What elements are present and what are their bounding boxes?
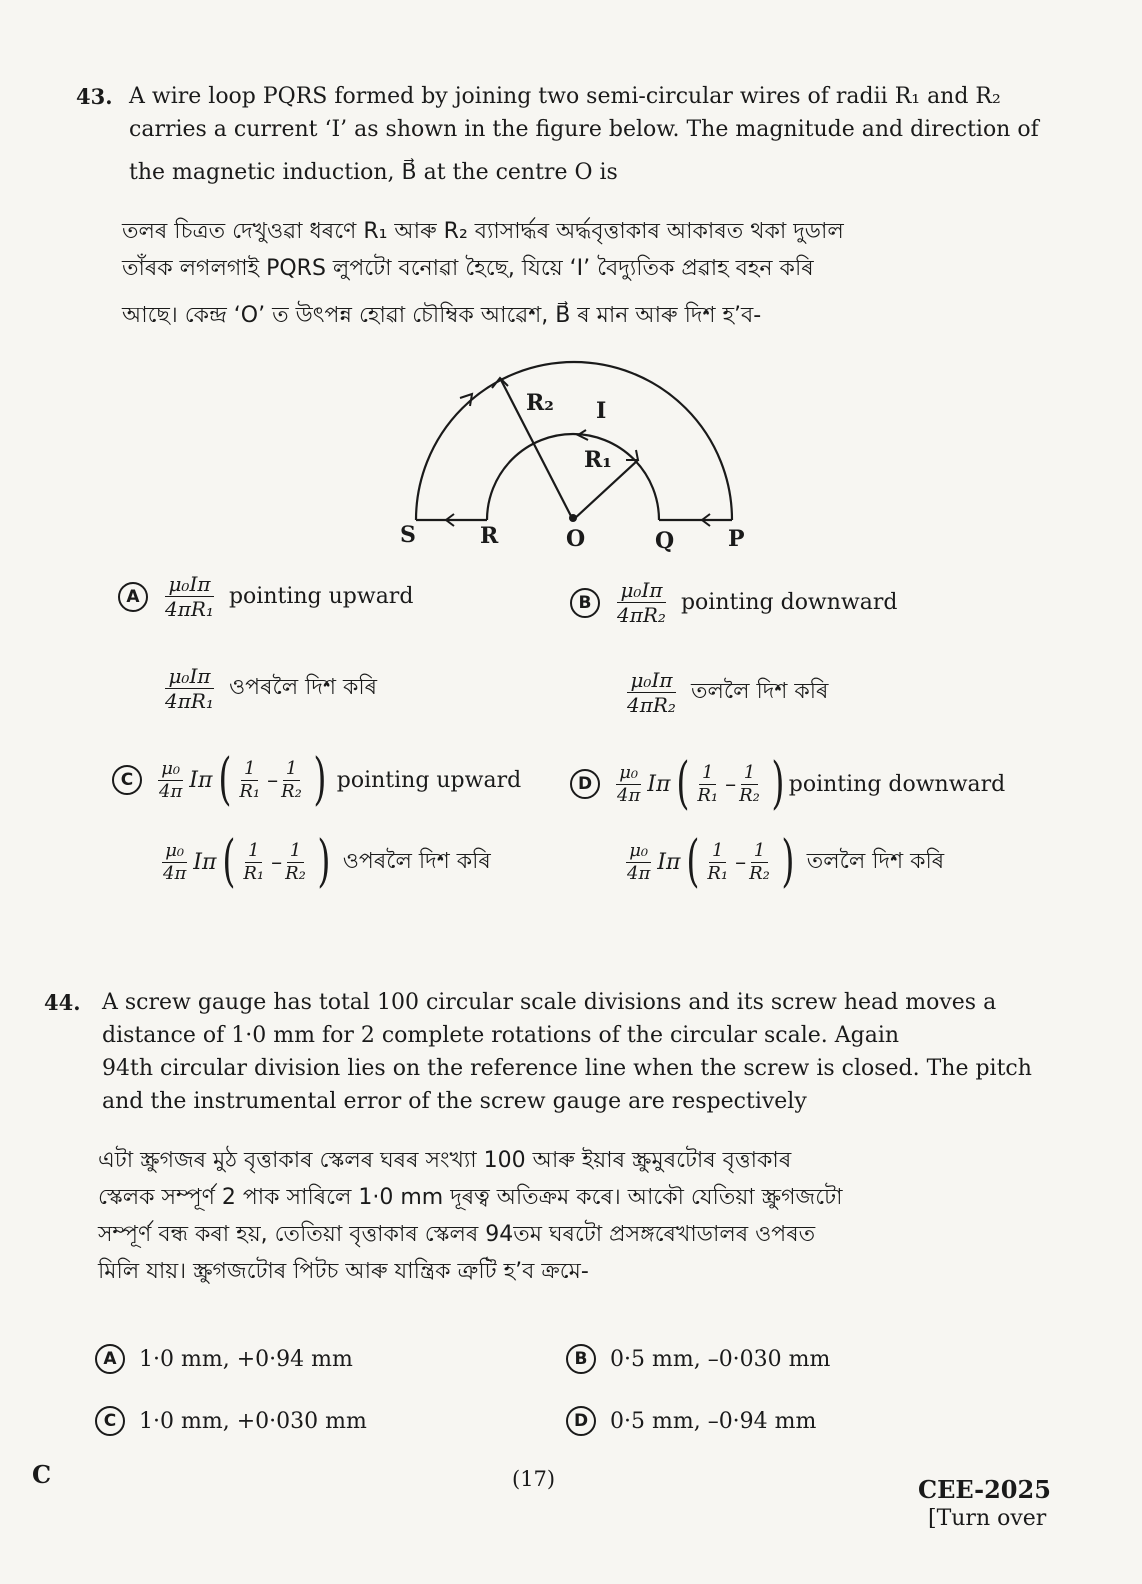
formula-d-as-r1: R₁ [707, 862, 729, 884]
q43-option-c[interactable] [112, 747, 522, 812]
question-43-english [129, 80, 1039, 189]
formula-c-as-1-over-r2 [282, 840, 309, 885]
option-c-text: pointing upward [336, 767, 522, 793]
label-o: O [566, 526, 586, 552]
paren-close: ) [781, 829, 795, 894]
formula-c-as-r2: R₂ [285, 862, 306, 884]
q44-as-line-4: মিলি যায়। স্ক্ৰুগজটোৰ পিটচ আৰু যান্ত্ৰিক ত্ৰুটি হ’ব ক্ৰমে- [98, 1259, 589, 1284]
formula-a-numerator: μ₀Iπ [165, 572, 213, 597]
q44-as-line-2: স্কেলক সম্পূৰ্ণ 2 পাক সাৰিলে 1·0 mm দূৰত্ব অতিক্ৰম কৰে। আকৌ যেতিয়া স্ক্ৰুগজটো [98, 1185, 843, 1210]
q44-as-line-3: সম্পূৰ্ণ বন্ধ কৰা হয়, তেতিয়া বৃত্তাকাৰ স্কেলৰ 94তম ঘৰটো প্ৰসঙ্গৰেখাডালৰ ওপৰত [98, 1222, 816, 1247]
formula-c-r2: R₂ [281, 780, 302, 802]
formula-d-one-a: 1 [699, 762, 716, 785]
formula-d-as-ipi: Iπ [657, 849, 681, 875]
formula-c-as-4pi: 4π [163, 862, 187, 884]
label-q: Q [655, 528, 675, 554]
formula-c-1-over-r2 [278, 758, 305, 803]
formula-a [162, 572, 217, 621]
option-a-assamese-text: ওপৰলৈ দিশ কৰি [228, 675, 378, 700]
formula-b-as-denominator: 4πR₂ [627, 693, 676, 717]
paren-open: ( [218, 747, 232, 812]
formula-a-as-numerator: μ₀Iπ [165, 664, 213, 689]
formula-c-as-minus: – [271, 849, 283, 875]
q44-option-b-marker: B [566, 1344, 596, 1374]
wire-loop-figure [380, 360, 780, 560]
formula-d-prefix [614, 762, 643, 807]
label-p: P [728, 526, 745, 552]
formula-d-1-over-r1 [694, 762, 721, 807]
inner-semicircle [487, 434, 659, 520]
formula-d-as-1-over-r1 [704, 840, 731, 885]
outer-semicircle [416, 362, 732, 520]
formula-d-as-minus: – [735, 849, 747, 875]
q43-option-d-assamese [624, 829, 945, 894]
formula-d-r2: R₂ [739, 784, 760, 806]
option-d-text: pointing downward [788, 771, 1006, 797]
formula-c-as-ipi: Iπ [193, 849, 217, 875]
q44-en-line-2: distance of 1·0 mm for 2 complete rotations of the circular scale. Again [102, 1023, 900, 1048]
formula-d-as-prefix [624, 840, 653, 885]
q44-option-c[interactable] [95, 1406, 367, 1436]
q43-option-d[interactable] [570, 751, 1006, 816]
footer-exam-code: CEE-2025 [918, 1475, 1051, 1504]
question-43-assamese [122, 213, 844, 334]
formula-c-one-b: 1 [283, 758, 300, 781]
formula-d-as-one-a: 1 [709, 840, 726, 863]
formula-d-as-4pi: 4π [627, 862, 651, 884]
q44-option-a-marker: A [95, 1344, 125, 1374]
q43-en-line-1: A wire loop PQRS formed by joining two semi-circular wires of radii R₁ and R₂ [129, 84, 1001, 109]
formula-d-4pi: 4π [617, 784, 641, 806]
formula-c-as-r1: R₁ [243, 862, 265, 884]
footer-set-code: C [32, 1460, 52, 1489]
q44-option-c-text: 1·0 mm, +0·030 mm [139, 1408, 367, 1434]
q43-option-b[interactable] [570, 578, 897, 627]
question-number-43: 43. [76, 84, 113, 109]
formula-c-as-1-over-r1 [240, 840, 267, 885]
q43-as-line-1: তলৰ চিত্ৰত দেখুওৱা ধৰণে R₁ আৰু R₂ ব্যাসাৰ্দ্ধৰ অৰ্দ্ধবৃত্তাকাৰ আকাৰত থকা দুডাল [122, 219, 844, 244]
label-r: R [480, 523, 499, 549]
formula-d-r1: R₁ [697, 784, 719, 806]
q44-option-b-text: 0·5 mm, –0·030 mm [610, 1346, 831, 1372]
option-c-assamese-text: ওপৰলৈ দিশ কৰি [342, 848, 491, 874]
footer-page-number: (17) [512, 1467, 556, 1491]
formula-b-as [624, 668, 679, 717]
formula-b-as-numerator: μ₀Iπ [627, 668, 675, 693]
paren-open: ( [222, 829, 236, 894]
q44-option-d-text: 0·5 mm, –0·94 mm [610, 1408, 817, 1434]
q44-option-b[interactable] [566, 1344, 830, 1374]
option-a-text: pointing upward [228, 584, 414, 609]
q44-as-line-1: এটা স্ক্ৰুগজৰ মুঠ বৃত্তাকাৰ স্কেলৰ ঘৰৰ সংখ্যা 100 আৰু ইয়াৰ স্ক্ৰুমুৰটোৰ বৃত্তাকাৰ [98, 1148, 792, 1173]
q44-option-d-marker: D [566, 1406, 596, 1436]
label-r1: R₁ [584, 447, 612, 473]
formula-d-1-over-r2 [736, 762, 763, 807]
formula-c-one-a: 1 [241, 758, 258, 781]
formula-c-as-prefix [160, 840, 189, 885]
option-d-assamese-text: তললৈ দিশ কৰি [806, 848, 945, 874]
q44-option-c-marker: C [95, 1406, 125, 1436]
formula-b-numerator: μ₀Iπ [617, 578, 665, 603]
option-a-marker: A [118, 582, 148, 612]
formula-a-as [162, 664, 217, 713]
formula-d-as-r2: R₂ [749, 862, 770, 884]
formula-d-ipi: Iπ [647, 771, 671, 797]
option-b-text: pointing downward [680, 590, 898, 615]
q44-en-line-3: 94th circular division lies on the reference line when the screw is closed. The pitch [102, 1056, 1032, 1081]
paren-close: ) [313, 747, 327, 812]
paren-close: ) [317, 829, 331, 894]
paren-open: ( [676, 751, 690, 816]
q44-option-a-text: 1·0 mm, +0·94 mm [139, 1346, 353, 1372]
formula-d-as-1-over-r2 [746, 840, 773, 885]
q43-as-line-3: আছে। কেন্দ্ৰ ‘O’ ত উৎপন্ন হোৱা চৌম্বিক আৱেশ, B⃗ ৰ মান আৰু দিশ হ’ব- [122, 303, 762, 328]
q44-en-line-4: and the instrumental error of the screw gauge are respectively [102, 1089, 807, 1114]
formula-d-minus: – [725, 771, 737, 797]
option-c-marker: C [112, 765, 142, 795]
formula-c-prefix [156, 758, 185, 803]
option-b-marker: B [570, 588, 600, 618]
q43-option-b-assamese [624, 668, 828, 717]
formula-c-ipi: Iπ [189, 767, 213, 793]
q43-option-a-assamese [162, 664, 377, 713]
label-i: I [596, 398, 607, 424]
formula-a-denominator: 4πR₁ [165, 597, 214, 621]
formula-d-as-one-b: 1 [751, 840, 768, 863]
formula-c-mu: μ₀ [158, 758, 183, 781]
formula-c-4pi: 4π [159, 780, 183, 802]
question-44-assamese [98, 1142, 842, 1290]
paren-close: ) [771, 751, 785, 816]
formula-c-as-mu: μ₀ [162, 840, 187, 863]
q43-option-c-assamese [160, 829, 491, 894]
centre-point-o [569, 514, 577, 522]
q43-en-line-2: carries a current ‘I’ as shown in the figure below. The magnitude and direction of [129, 117, 1039, 142]
question-number-44: 44. [44, 990, 81, 1015]
formula-c-minus: – [267, 767, 279, 793]
formula-c-as-one-a: 1 [245, 840, 262, 863]
formula-c-as-one-b: 1 [287, 840, 304, 863]
q44-option-d[interactable] [566, 1406, 816, 1436]
footer-turn-over: [Turn over [928, 1506, 1047, 1531]
paren-open: ( [686, 829, 700, 894]
formula-c-r1: R₁ [239, 780, 261, 802]
formula-d-as-mu: μ₀ [626, 840, 651, 863]
q43-as-line-2: তাঁৰক লগলগাই PQRS লুপটো বনোৱা হৈছে, যিয়ে ‘I’ বৈদ্যুতিক প্ৰৱাহ বহন কৰি [122, 256, 814, 281]
formula-b [614, 578, 669, 627]
formula-d-one-b: 1 [741, 762, 758, 785]
q44-option-a[interactable] [95, 1344, 353, 1374]
option-d-marker: D [570, 769, 600, 799]
option-b-assamese-text: তললৈ দিশ কৰি [690, 679, 829, 704]
q43-option-a[interactable] [118, 572, 413, 621]
label-r2: R₂ [526, 390, 554, 416]
formula-c-1-over-r1 [236, 758, 263, 803]
formula-d-mu: μ₀ [616, 762, 641, 785]
q43-en-line-3: the magnetic induction, B⃗ at the centre O is [129, 160, 618, 185]
formula-a-as-denominator: 4πR₁ [165, 689, 214, 713]
question-44-english [102, 986, 1032, 1118]
formula-b-denominator: 4πR₂ [617, 603, 666, 627]
label-s: S [400, 522, 416, 548]
q44-en-line-1: A screw gauge has total 100 circular scale divisions and its screw head moves a [102, 990, 997, 1015]
